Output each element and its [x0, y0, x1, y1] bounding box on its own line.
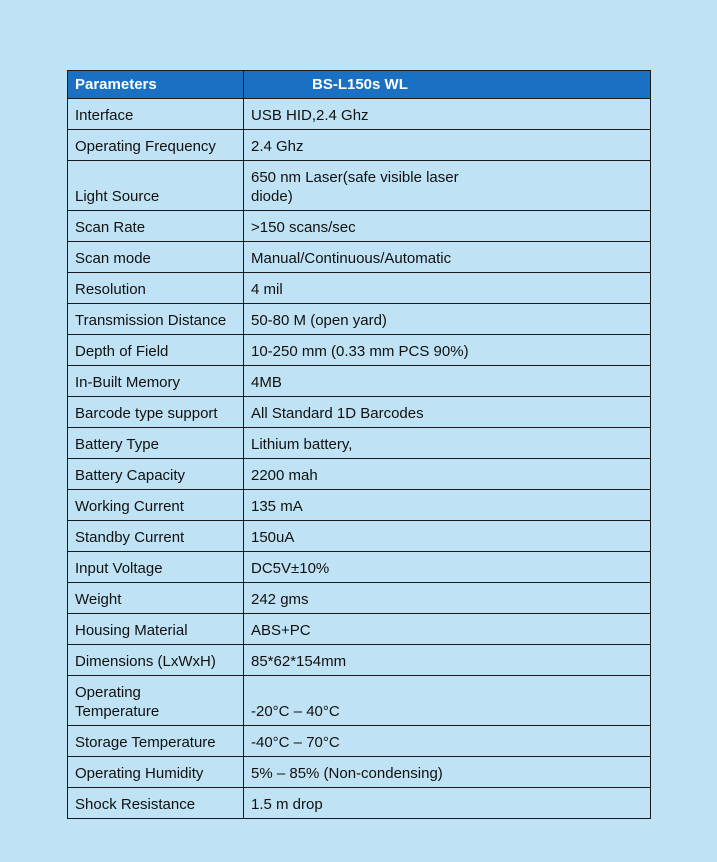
value-cell: [244, 161, 651, 211]
param-line-2: Temperature: [75, 703, 160, 720]
spec-table: [67, 70, 651, 819]
header-model: BS-L150s WL: [244, 71, 651, 99]
value-cell: 4MB: [244, 366, 651, 397]
param-cell: In-Built Memory: [68, 366, 244, 397]
value-cell: 10-250 mm (0.33 mm PCS 90%): [244, 335, 651, 366]
value-cell: DC5V±10%: [244, 552, 651, 583]
param-cell: Battery Capacity: [68, 459, 244, 490]
table-row: [68, 726, 651, 757]
table-row: [68, 757, 651, 788]
value-cell: >150 scans/sec: [244, 211, 651, 242]
value-cell: 1.5 m drop: [244, 788, 651, 819]
value-cell: 242 gms: [244, 583, 651, 614]
value-cell: 50-80 M (open yard): [244, 304, 651, 335]
table-row: [68, 788, 651, 819]
spec-table-body: [68, 99, 651, 819]
value-cell: -40°C – 70°C: [244, 726, 651, 757]
value-cell: 135 mA: [244, 490, 651, 521]
table-row: [68, 583, 651, 614]
value-cell: Manual/Continuous/Automatic: [244, 242, 651, 273]
param-cell: Input Voltage: [68, 552, 244, 583]
param-cell: Standby Current: [68, 521, 244, 552]
table-row: [68, 676, 651, 726]
param-cell: Working Current: [68, 490, 244, 521]
param-cell: Dimensions (LxWxH): [68, 645, 244, 676]
table-row: [68, 459, 651, 490]
value-cell: 4 mil: [244, 273, 651, 304]
table-row: [68, 130, 651, 161]
table-row: [68, 366, 651, 397]
param-cell: Scan mode: [68, 242, 244, 273]
value-line-2: diode): [251, 188, 293, 205]
param-line-1: Operating: [75, 684, 141, 701]
table-row: [68, 99, 651, 130]
value-cell: 85*62*154mm: [244, 645, 651, 676]
param-cell: Storage Temperature: [68, 726, 244, 757]
param-cell: Housing Material: [68, 614, 244, 645]
table-row: [68, 428, 651, 459]
value-cell: -20°C – 40°C: [244, 676, 651, 726]
value-cell: All Standard 1D Barcodes: [244, 397, 651, 428]
param-cell: Interface: [68, 99, 244, 130]
table-row: [68, 614, 651, 645]
table-row: [68, 211, 651, 242]
value-cell: ABS+PC: [244, 614, 651, 645]
param-cell: [68, 676, 244, 726]
table-row: [68, 490, 651, 521]
value-cell: 2200 mah: [244, 459, 651, 490]
value-line-1: 650 nm Laser(safe visible laser: [251, 169, 459, 186]
table-row: [68, 242, 651, 273]
param-cell: Barcode type support: [68, 397, 244, 428]
param-cell: Transmission Distance: [68, 304, 244, 335]
table-row: [68, 304, 651, 335]
param-cell: Weight: [68, 583, 244, 614]
param-cell: Operating Frequency: [68, 130, 244, 161]
param-cell: Light Source: [68, 161, 244, 211]
header-row: [68, 71, 651, 99]
param-cell: Battery Type: [68, 428, 244, 459]
value-cell: 150uA: [244, 521, 651, 552]
value-cell: 5% – 85% (Non-condensing): [244, 757, 651, 788]
table-row: [68, 397, 651, 428]
table-row: [68, 552, 651, 583]
spec-table-header: [68, 71, 651, 99]
param-cell: Operating Humidity: [68, 757, 244, 788]
table-row: [68, 335, 651, 366]
table-row: [68, 161, 651, 211]
table-row: [68, 645, 651, 676]
param-cell: Shock Resistance: [68, 788, 244, 819]
table-row: [68, 273, 651, 304]
header-parameters: Parameters: [68, 71, 244, 99]
table-row: [68, 521, 651, 552]
value-cell: 2.4 Ghz: [244, 130, 651, 161]
param-cell: Scan Rate: [68, 211, 244, 242]
value-cell: USB HID,2.4 Ghz: [244, 99, 651, 130]
param-cell: Depth of Field: [68, 335, 244, 366]
value-cell: Lithium battery,: [244, 428, 651, 459]
param-cell: Resolution: [68, 273, 244, 304]
